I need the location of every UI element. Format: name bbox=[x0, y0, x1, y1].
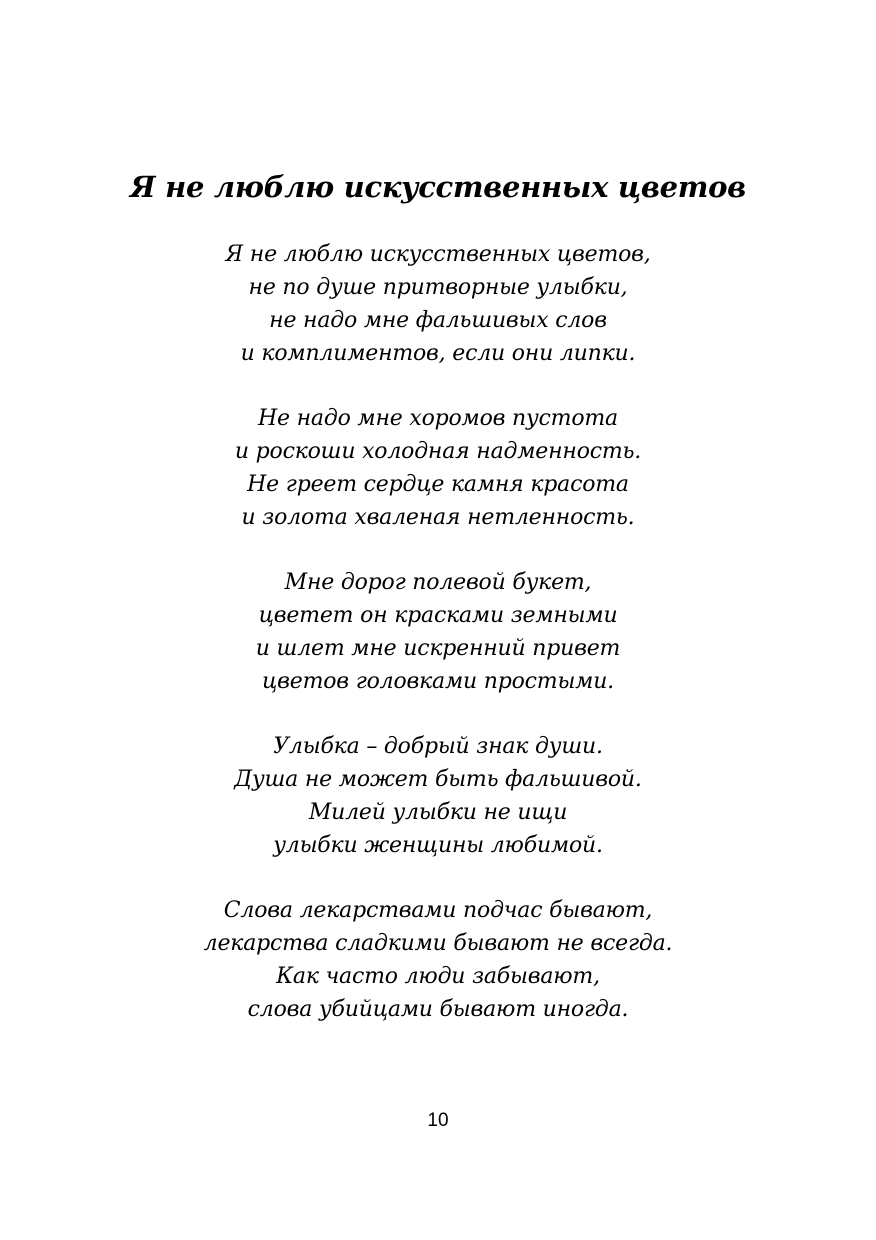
poem-line: и шлет мне искренний привет bbox=[255, 636, 621, 661]
poem-line: и золота хваленая нетленность. bbox=[241, 505, 635, 530]
poem-line: и комплиментов, если они липки. bbox=[240, 341, 636, 366]
poem-line: улыбки женщины любимой. bbox=[273, 833, 603, 858]
poem-line: не по душе притворные улыбки, bbox=[248, 275, 628, 300]
poem-line: Милей улыбки не ищи bbox=[308, 800, 568, 825]
poem-line: Мне дорог полевой букет, bbox=[284, 570, 592, 595]
stanza bbox=[0, 730, 876, 862]
stanza bbox=[0, 402, 876, 534]
page-number: 10 bbox=[427, 1110, 449, 1131]
stanza bbox=[0, 238, 876, 370]
poem-line: Не греет сердце камня красота bbox=[247, 472, 629, 497]
poem-line: Я не люблю искусственных цветов, bbox=[225, 242, 651, 267]
poem-title: Я не люблю искусственных цветов bbox=[130, 170, 746, 204]
poem-line: Улыбка – добрый знак души. bbox=[273, 734, 603, 759]
poem-line: цветов головками простыми. bbox=[262, 669, 614, 694]
stanza bbox=[0, 566, 876, 698]
poem-line: Душа не может быть фальшивой. bbox=[234, 767, 642, 792]
poem-line: не надо мне фальшивых слов bbox=[269, 308, 607, 333]
stanza bbox=[0, 894, 876, 1026]
poem-line: цветет он красками земными bbox=[258, 603, 618, 628]
poem-body bbox=[0, 238, 876, 1058]
poem-line: и роскоши холодная надменность. bbox=[234, 439, 642, 464]
poem-line: Как часто люди забывают, bbox=[276, 964, 600, 989]
poem-line: слова убийцами бывают иногда. bbox=[247, 997, 629, 1022]
poem-line: Слова лекарствами подчас бывают, bbox=[223, 898, 653, 923]
poem-line: лекарства сладкими бывают не всегда. bbox=[203, 931, 673, 956]
poem-line: Не надо мне хоромов пустота bbox=[258, 406, 618, 431]
